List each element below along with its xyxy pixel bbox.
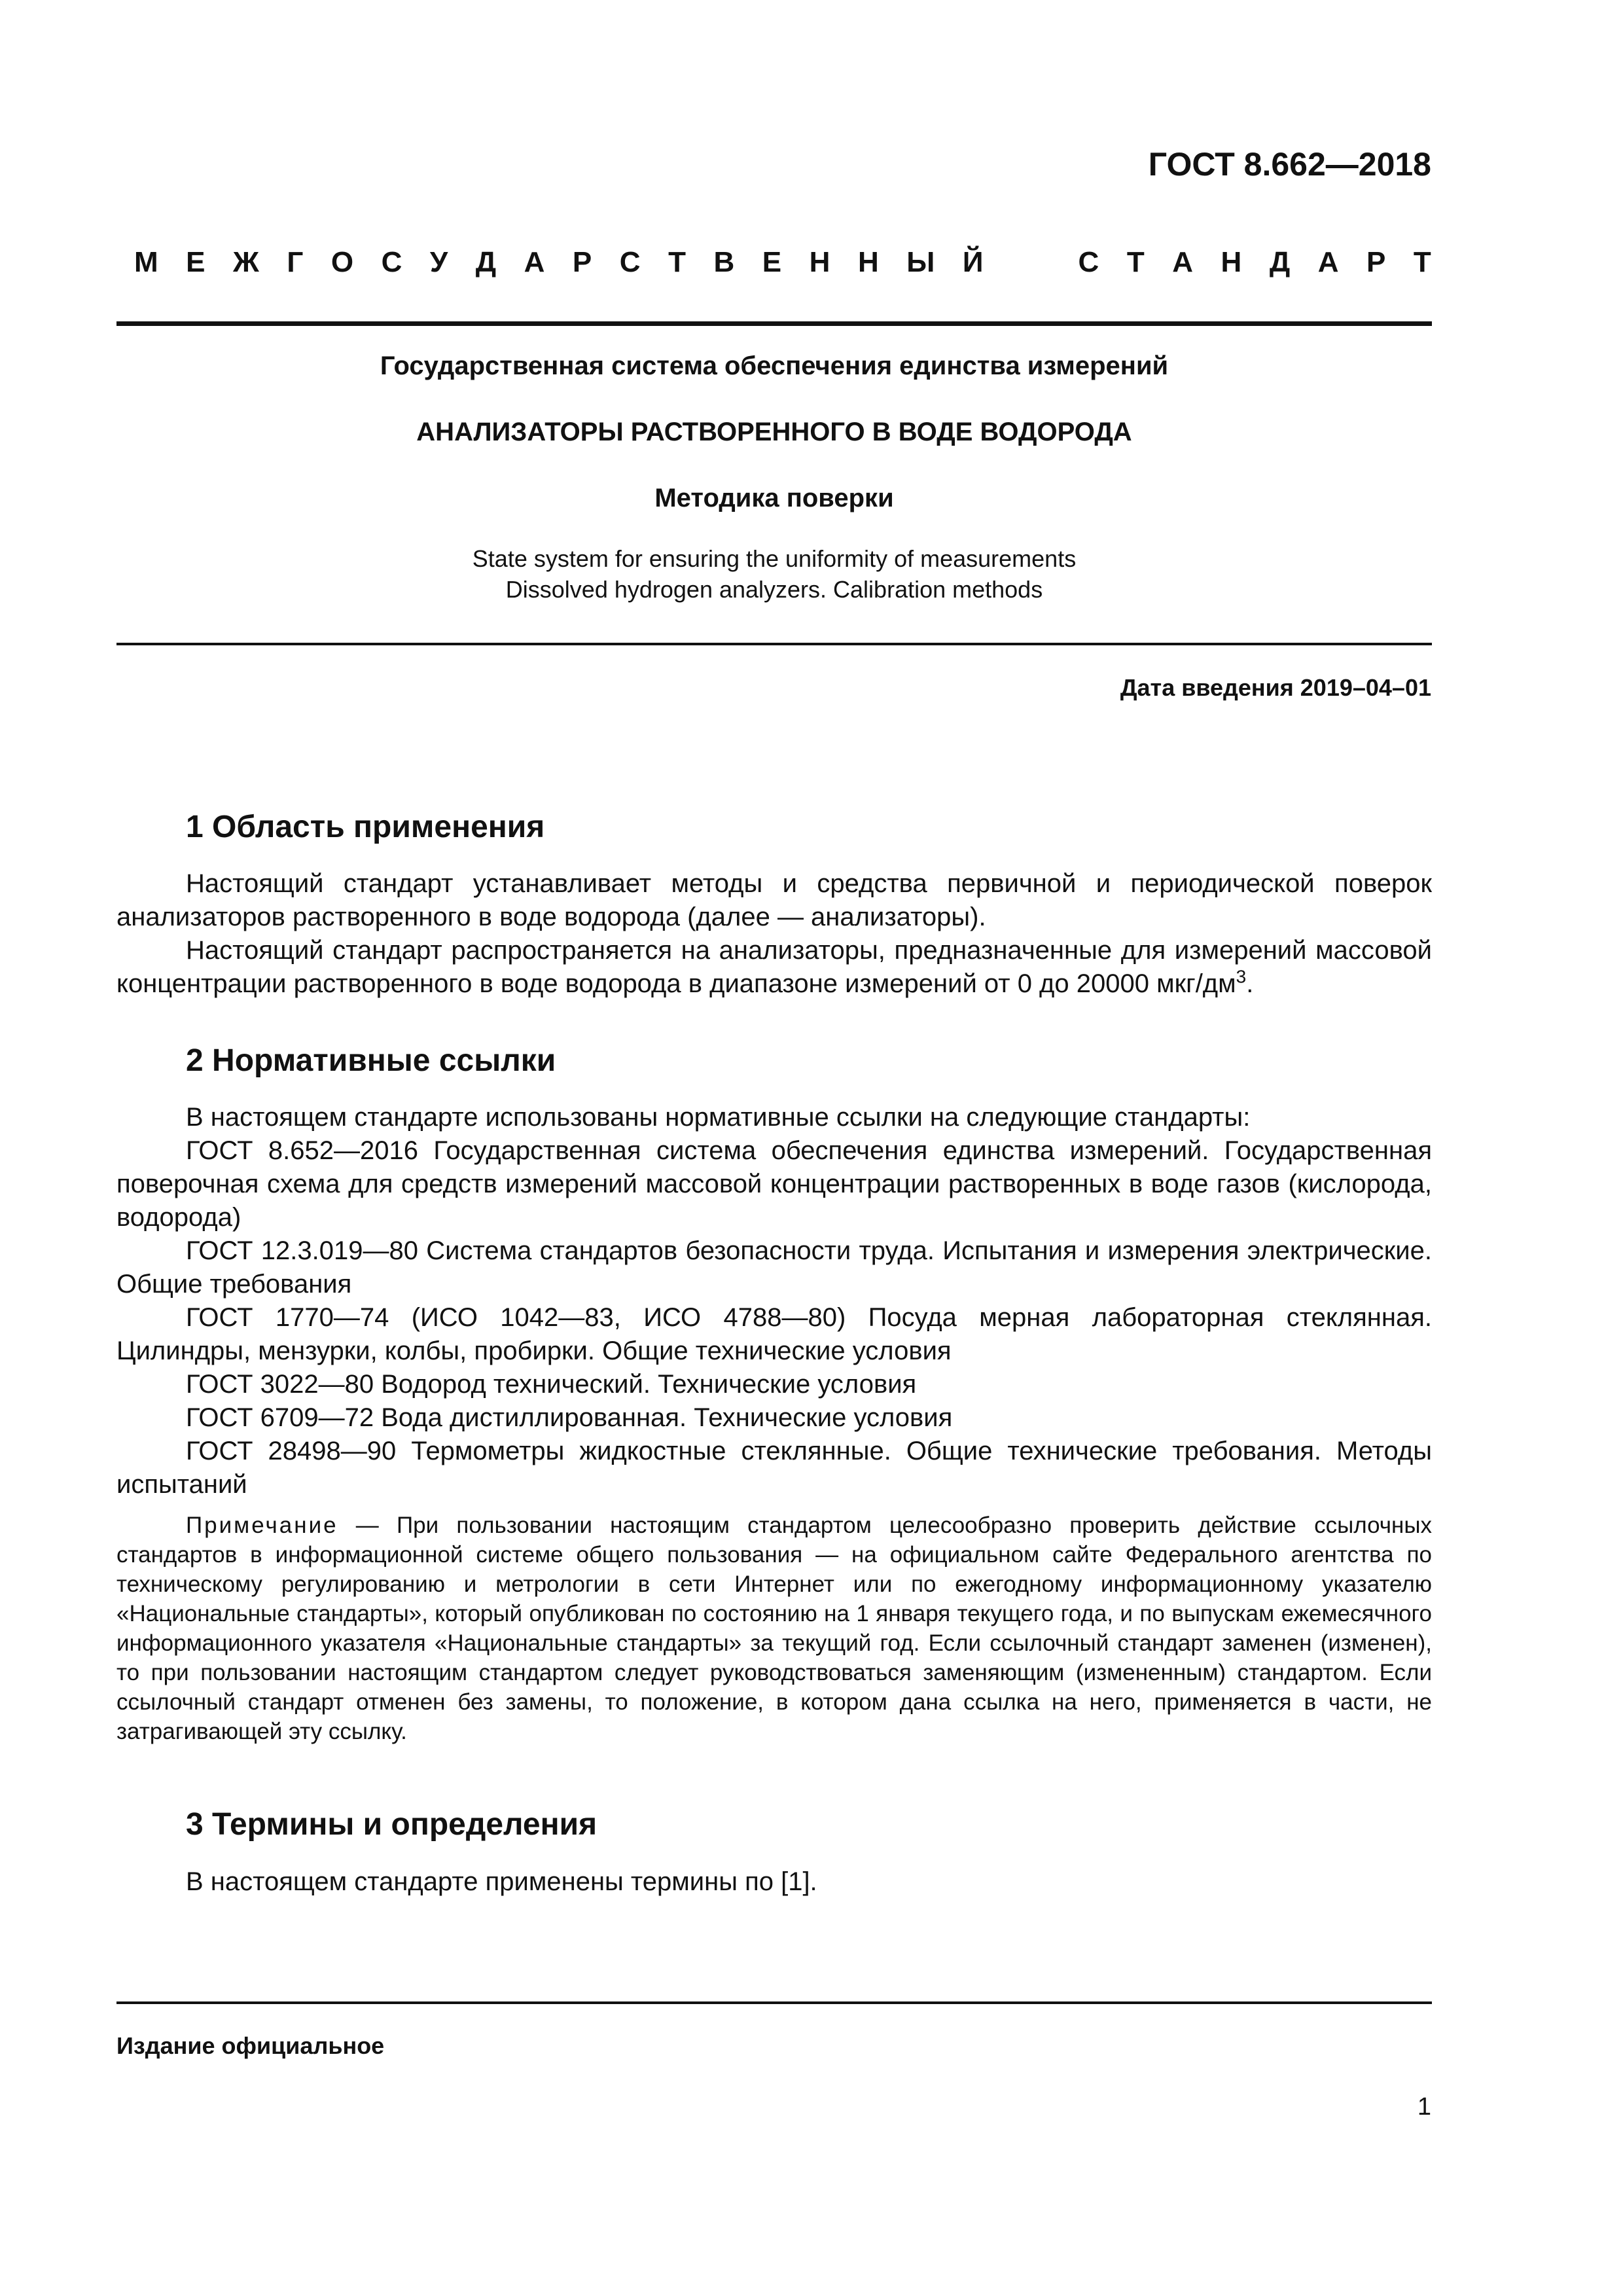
- standard-type-banner: [134, 246, 1431, 279]
- paragraph: В настоящем стандарте использованы нормативные ссылки на следующие стандарты:: [186, 1103, 1251, 1132]
- section-3-heading: 3 Термины и определения: [186, 1807, 597, 1842]
- superscript: 3: [1236, 966, 1247, 987]
- reference-item: ГОСТ 3022—80 Водород технический. Технические условия: [186, 1370, 917, 1399]
- banner-letter: В: [713, 246, 735, 278]
- banner-letter: Р: [1366, 246, 1386, 278]
- paragraph-text: Настоящий стандарт распространяется на анализаторы, предназначенные для измерений массовой концентрации растворенного в воде водорода в диапазоне измерений от 0 до 20000 мкг/дм: [116, 936, 1432, 998]
- banner-letter: Е: [186, 246, 205, 278]
- note-label: Примечание: [186, 1513, 338, 1538]
- footer-divider: [116, 2001, 1432, 2004]
- banner-letter: Е: [762, 246, 782, 278]
- paragraph-end: .: [1246, 969, 1254, 998]
- note-text: — При пользовании настоящим стандартом целесообразно проверить действие ссылочных стандартов в информационной системе общего пользования — на официальном сайте Федерального агентства по техническому регулированию и метрологии в сети Интернет или по ежегодному информационному указателю «Национальные стандарты», который опубликован по состоянию на 1 января текущего года, и по выпускам ежемесячного информационного указателя «Национальные стандарты» за текущий год. Если ссылочный стандарт заменен (изменен), то при пользовании настоящим стандартом следует руководствоваться заменяющим (измененным) стандартом. Если ссылочный стандарт отменен без замены, то положение, в котором дана ссылка на него, применяется в части, не затрагивающей эту ссылку.: [116, 1513, 1432, 1744]
- banner-letter: А: [1317, 246, 1339, 278]
- banner-letter: Т: [1126, 246, 1145, 278]
- paragraph: Настоящий стандарт устанавливает методы и средства первичной и периодической поверок анализаторов растворенного в воде водорода (далее — анализаторы).: [116, 869, 1432, 931]
- banner-gap: [1011, 246, 1050, 279]
- note: [116, 1511, 1432, 1746]
- edition-label: Издание официальное: [116, 2032, 385, 2059]
- header-divider: [116, 321, 1432, 326]
- banner-letter: О: [330, 246, 354, 278]
- main-title: АНАЛИЗАТОРЫ РАСТВОРЕННОГО В ВОДЕ ВОДОРОДА: [416, 418, 1132, 446]
- reference-item: ГОСТ 28498—90 Термометры жидкостные стеклянные. Общие технические требования. Методы испытаний: [116, 1437, 1432, 1499]
- english-title-line: State system for ensuring the uniformity of measurements: [472, 545, 1077, 572]
- banner-letter: Т: [1413, 246, 1431, 278]
- system-title: Государственная система обеспечения единства измерений: [380, 351, 1169, 380]
- banner-letter: А: [524, 246, 545, 278]
- reference-item: ГОСТ 1770—74 (ИСО 1042—83, ИСО 4788—80) Посуда мерная лабораторная стеклянная. Цилиндры, мензурки, колбы, пробирки. Общие технические условия: [116, 1303, 1432, 1365]
- reference-item: ГОСТ 8.652—2016 Государственная система обеспечения единства измерений. Государственная поверочная схема для средств измерений массовой концентрации растворенных в воде газов (кислорода, водорода): [116, 1136, 1432, 1232]
- section-2-heading: 2 Нормативные ссылки: [186, 1043, 556, 1078]
- paragraph: [116, 934, 1432, 1001]
- banner-letter: Т: [668, 246, 686, 278]
- page-number: 1: [1417, 2093, 1431, 2121]
- sub-title: Методика поверки: [654, 484, 894, 512]
- reference-item: ГОСТ 6709—72 Вода дистиллированная. Технические условия: [186, 1403, 953, 1432]
- banner-letter: Д: [1269, 246, 1291, 278]
- banner-letter: Н: [809, 246, 830, 278]
- reference-item: ГОСТ 12.3.019—80 Система стандартов безопасности труда. Испытания и измерения электрические. Общие требования: [116, 1236, 1432, 1299]
- banner-letter: Н: [1221, 246, 1242, 278]
- standard-code: ГОСТ 8.662—2018: [1148, 146, 1431, 183]
- english-title-line: Dissolved hydrogen analyzers. Calibration methods: [505, 576, 1043, 603]
- banner-letter: С: [619, 246, 641, 278]
- section-1-heading: 1 Область применения: [186, 810, 545, 844]
- banner-letter: С: [1078, 246, 1099, 278]
- english-title: [116, 543, 1432, 605]
- introduction-date: Дата введения 2019–04–01: [1120, 674, 1431, 701]
- banner-letter: Г: [287, 246, 304, 278]
- banner-letter: Ж: [233, 246, 259, 278]
- title-divider: [116, 643, 1432, 645]
- banner-letter: С: [381, 246, 402, 278]
- section-1-body: [116, 867, 1432, 1001]
- banner-letter: У: [429, 246, 448, 278]
- banner-letter: Д: [475, 246, 497, 278]
- section-3-body: В настоящем стандарте применены термины по [1].: [186, 1867, 817, 1896]
- banner-letter: Н: [857, 246, 879, 278]
- banner-letter: А: [1172, 246, 1193, 278]
- section-2-body: [116, 1101, 1432, 1501]
- banner-letter: М: [134, 246, 158, 278]
- banner-letter: Й: [962, 246, 984, 278]
- banner-letter: Р: [572, 246, 592, 278]
- banner-letter: Ы: [906, 246, 935, 278]
